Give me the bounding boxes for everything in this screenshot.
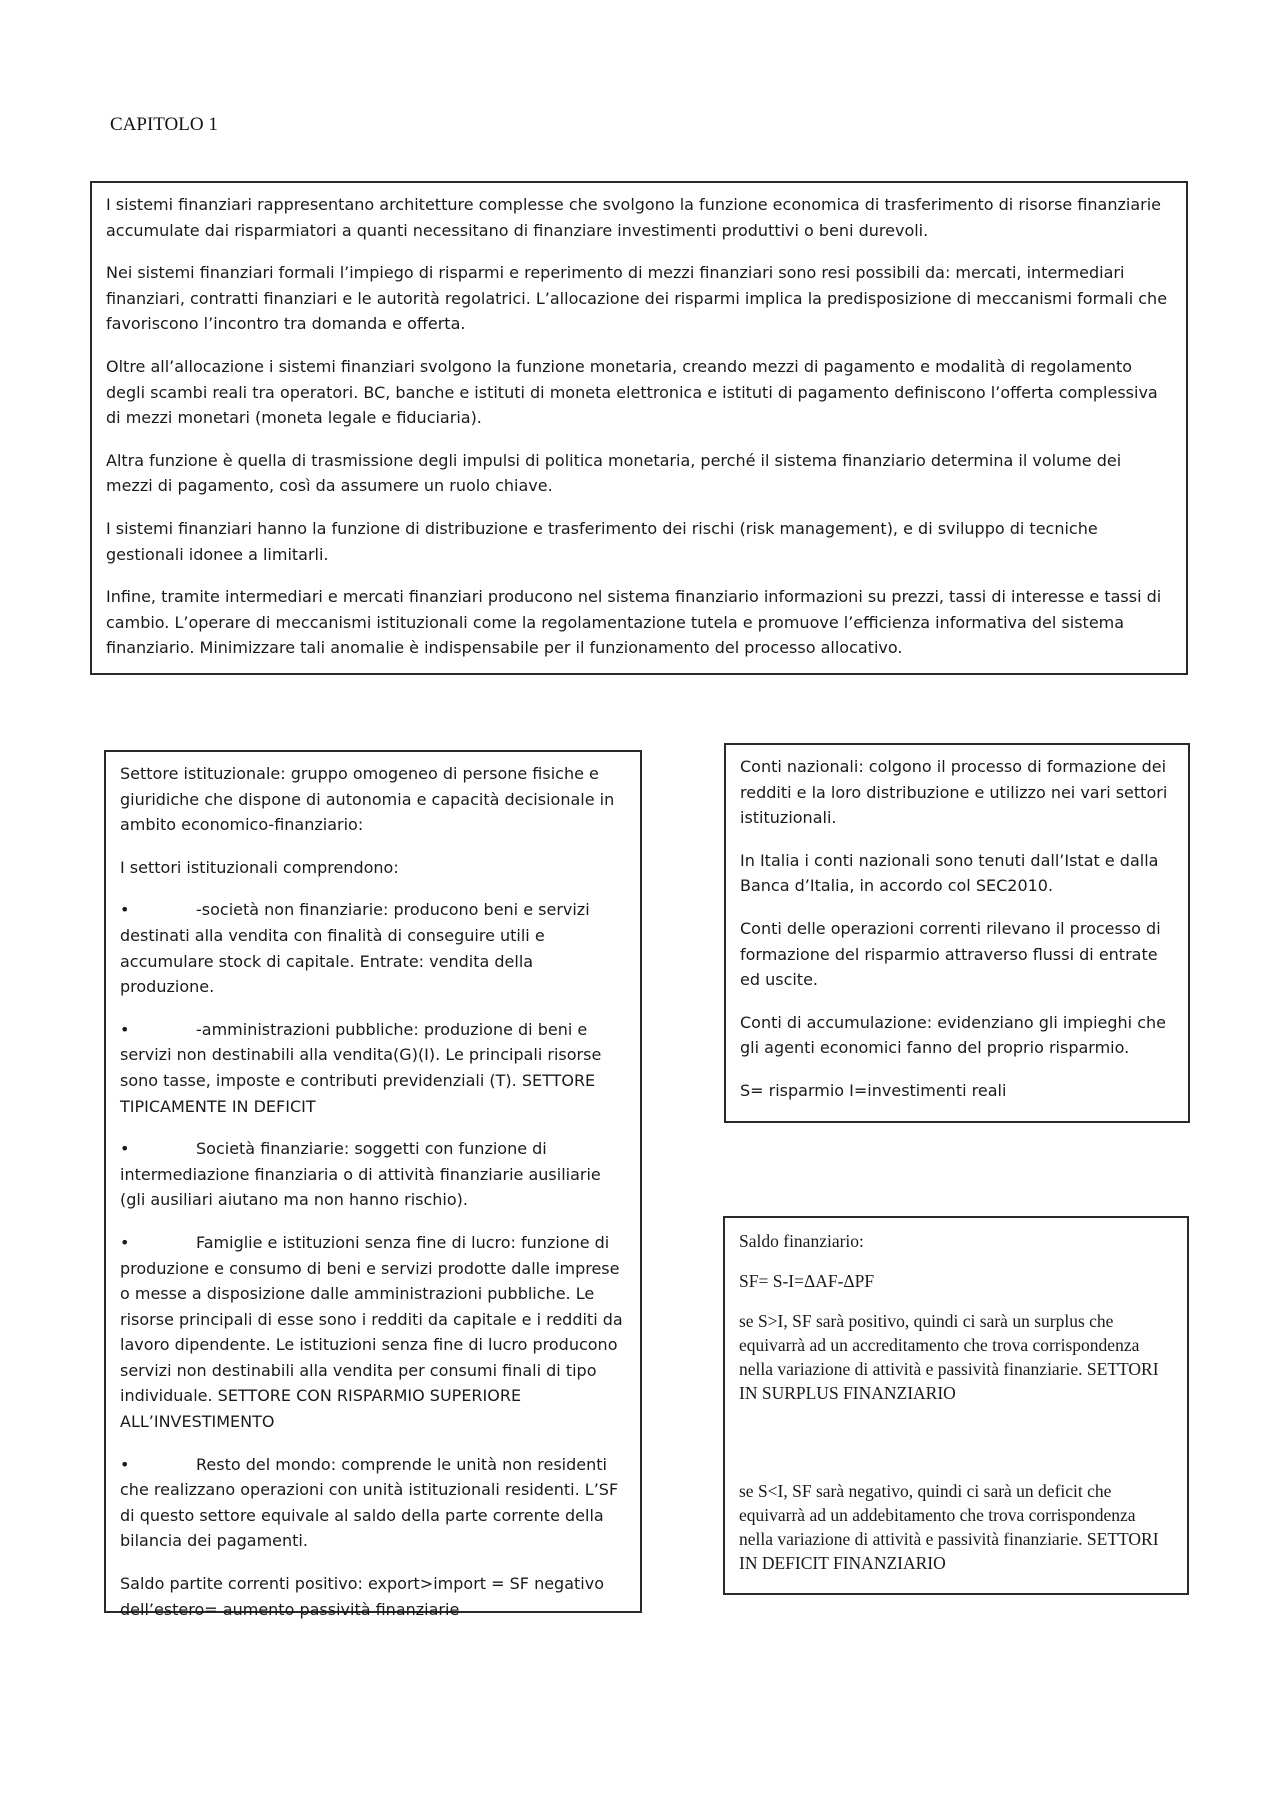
intro-paragraph: Nei sistemi finanziari formali l’impiego di risparmi e reperimento di mezzi finanziari sono resi possibili da: mercati, intermediari finanziari, contratti finanziari e le autorità regolatrici. L’allocazione dei risparmi implica la predisposizione di meccanismi formali che favoriscono l’incontro tra domanda e offerta.	[106, 263, 1168, 334]
conti-paragraph: Conti delle operazioni correnti rilevano il processo di formazione del risparmio attraverso flussi di entrate ed uscite.	[740, 918, 1161, 990]
bullet-icon: •	[120, 900, 130, 920]
intro-paragraph: Infine, tramite intermediari e mercati finanziari producono nel sistema finanziario informazioni su prezzi, tassi di interesse e tassi di cambio. L’operare di meccanismi istituzionali come la regolamentazione tutela e promuove l’efficienza informativa del sistema finanziario. Minimizzare tali anomalie è indispensabile per il funzionamento del processo allocativo.	[106, 587, 1162, 658]
intro-text-box	[90, 181, 1188, 675]
intro-paragraph: I sistemi finanziari hanno la funzione di distribuzione e trasferimento dei rischi (risk management), e di sviluppo di tecniche gestionali idonee a limitarli.	[106, 518, 1098, 564]
list-item	[120, 1230, 626, 1435]
saldo-formula: SF= S-I=ΔAF-ΔPF	[739, 1271, 875, 1291]
conti-paragraph: Conti nazionali: colgono il processo di formazione dei redditi e la loro distribuzione e utilizzo nei vari settori istituzionali.	[740, 757, 1168, 828]
list-item-text: Società finanziarie: soggetti con funzione di intermediazione finanziaria o di attività finanziarie ausiliarie (gli ausiliari aiutano ma non hanno rischio).	[120, 1139, 601, 1210]
settori-intro: I settori istituzionali comprendono:	[120, 857, 399, 877]
bullet-icon: •	[120, 1019, 130, 1039]
intro-paragraph: I sistemi finanziari rappresentano architetture complesse che svolgono la funzione economica di trasferimento di risorse finanziarie accumulate dai risparmiatori a quanti necessitano di finanziare investimenti produttivi o beni durevoli.	[106, 195, 1162, 240]
intro-paragraph: Oltre all’allocazione i sistemi finanziari svolgono la funzione monetaria, creando mezzi di pagamento e modalità di regolamento degli scambi reali tra operatori. BC, banche e istituti di moneta elettronica e istituti di pagamento definiscono l’offerta complessiva di mezzi monetari (moneta legale e fiduciaria).	[106, 356, 1158, 428]
settore-definition: Settore istituzionale: gruppo omogeneo di persone fisiche e giuridiche che dispone di autonomia e capacità decisionale in ambito economico-finanziario:	[120, 764, 615, 835]
list-item-text: Resto del mondo: comprende le unità non residenti che realizzano operazioni con unità istituzionali residenti. L’SF di questo settore equivale al saldo della parte corrente della bilancia dei pagamenti.	[120, 1454, 619, 1551]
conti-paragraph: Conti di accumulazione: evidenziano gli impieghi che gli agenti economici fanno del proprio risparmio.	[740, 1012, 1166, 1058]
list-item	[120, 1136, 626, 1213]
list-item	[120, 1017, 626, 1119]
bullet-icon: •	[120, 1139, 130, 1159]
conti-paragraph: In Italia i conti nazionali sono tenuti dall’Istat e dalla Banca d’Italia, in accordo col SEC2010.	[740, 850, 1159, 896]
saldo-title: Saldo finanziario:	[739, 1231, 864, 1251]
list-item	[120, 1452, 626, 1554]
list-item-text: -società non finanziarie: producono beni e servizi destinati alla vendita con finalità di conseguire utili e accumulare stock di capitale. Entrate: vendita della produzione.	[120, 900, 590, 997]
bullet-icon: •	[120, 1232, 130, 1252]
settori-closing: Saldo partite correnti positivo: export>import = SF negativo dell’estero= aumento passività finanziarie	[120, 1574, 604, 1619]
saldo-finanziario-box	[723, 1216, 1189, 1595]
settori-istituzionali-box	[104, 750, 642, 1619]
list-item-text: Famiglie e istituzioni senza fine di lucro: funzione di produzione e consumo di beni e servizi prodotte dalle imprese o messe a disposizione dalle amministrazioni pubbliche. Le risorse principali di esse sono i redditi da capitale e i redditi da lavoro dipendente. Le istituzioni senza fine di lucro producono servizi non destinabili alla vendita per consumi finali di tipo individuale. SETTORE CON RISPARMIO SUPERIORE ALL’INVESTIMENTO	[120, 1232, 623, 1432]
list-item	[120, 897, 626, 999]
spacer	[739, 1421, 1173, 1479]
conti-nazionali-box	[724, 743, 1190, 1123]
chapter-title: CAPITOLO 1	[110, 114, 218, 135]
saldo-negative: se S<I, SF sarà negativo, quindi ci sarà un deficit che equivarrà ad un addebitamento che trova corrispondenza nella variazione di attività e passività finanziarie. SETTORI IN DEFICIT FINANZIARIO	[739, 1481, 1159, 1573]
saldo-positive: se S>I, SF sarà positivo, quindi ci sarà un surplus che equivarrà ad un accreditamento che trova corrispondenza nella variazione di attività e passività finanziarie. SETTORI IN SURPLUS FINANZIARIO	[739, 1311, 1159, 1403]
list-item-text: -amministrazioni pubbliche: produzione di beni e servizi non destinabili alla vendita(G)(I). Le principali risorse sono tasse, imposte e contributi previdenziali (T). SETTORE TIPICAMENTE IN DEFICIT	[120, 1019, 602, 1116]
intro-paragraph: Altra funzione è quella di trasmissione degli impulsi di politica monetaria, perché il sistema finanziario determina il volume dei mezzi di pagamento, così da assumere un ruolo chiave.	[106, 450, 1122, 496]
bullet-icon: •	[120, 1454, 130, 1474]
conti-paragraph: S= risparmio I=investimenti reali	[740, 1080, 1007, 1100]
